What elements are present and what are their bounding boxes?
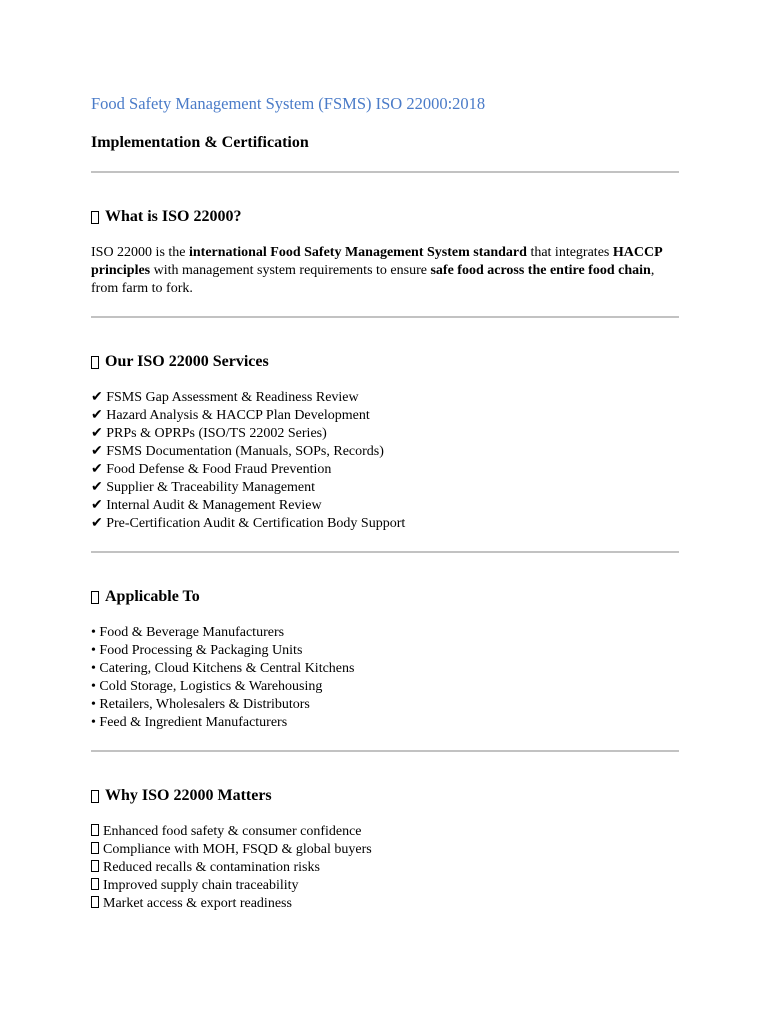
list-item: • Food & Beverage Manufacturers — [91, 625, 285, 640]
section-heading-services-label: Our ISO 22000 Services — [105, 353, 269, 370]
applicable-list — [91, 624, 679, 732]
section-divider — [91, 171, 679, 173]
document-content — [91, 92, 679, 913]
list-item: ✔ PRPs & OPRPs (ISO/TS 22002 Series) — [91, 426, 327, 441]
section-heading-services — [91, 351, 679, 373]
list-item-label: Compliance with MOH, FSQD & global buyers — [103, 842, 372, 857]
list-item: ✔ Pre-Certification Audit & Certification Body Support — [91, 516, 406, 531]
list-item: • Feed & Ingredient Manufacturers — [91, 715, 288, 730]
why-list — [91, 823, 679, 913]
list-item-label: Improved supply chain traceability — [103, 878, 299, 893]
what-paragraph — [91, 244, 679, 298]
section-divider — [91, 316, 679, 318]
what-bold-2: HACCP principles — [91, 245, 662, 278]
section-divider — [91, 750, 679, 752]
missing-glyph-icon — [91, 860, 99, 872]
list-item: ✔ Food Defense & Food Fraud Prevention — [91, 462, 332, 477]
list-item-label: Market access & export readiness — [103, 896, 292, 911]
list-item — [91, 841, 679, 859]
list-item: • Catering, Cloud Kitchens & Central Kitchens — [91, 661, 355, 676]
what-text-3: with management system requirements to ensure — [150, 263, 431, 278]
list-item-label: Reduced recalls & contamination risks — [103, 860, 320, 875]
what-bold-3: safe food across the entire food chain — [430, 263, 651, 278]
document-subtitle: Implementation & Certification — [91, 134, 309, 151]
list-item-label: Enhanced food safety & consumer confidence — [103, 824, 362, 839]
missing-glyph-icon — [91, 790, 99, 803]
section-heading-applicable — [91, 586, 679, 608]
missing-glyph-icon — [91, 878, 99, 890]
section-heading-what-label: What is ISO 22000? — [105, 208, 242, 225]
list-item: • Food Processing & Packaging Units — [91, 643, 303, 658]
list-item: ✔ FSMS Documentation (Manuals, SOPs, Records) — [91, 444, 384, 459]
missing-glyph-icon — [91, 824, 99, 836]
list-item: ✔ FSMS Gap Assessment & Readiness Review — [91, 390, 359, 405]
services-list — [91, 389, 679, 533]
section-heading-applicable-label: Applicable To — [105, 588, 200, 605]
list-item — [91, 823, 679, 841]
missing-glyph-icon — [91, 591, 99, 604]
list-item: ✔ Supplier & Traceability Management — [91, 480, 316, 495]
what-bold-1: international Food Safety Management System standard — [189, 245, 527, 260]
missing-glyph-icon — [91, 896, 99, 908]
section-divider — [91, 551, 679, 553]
what-text-1: ISO 22000 is the — [91, 245, 189, 260]
list-item: ✔ Hazard Analysis & HACCP Plan Development — [91, 408, 370, 423]
what-text-4: , from farm to fork. — [91, 263, 655, 296]
section-heading-what — [91, 206, 679, 228]
list-item — [91, 895, 679, 913]
what-text-2: that integrates — [526, 245, 613, 260]
list-item: ✔ Internal Audit & Management Review — [91, 498, 322, 513]
list-item: • Cold Storage, Logistics & Warehousing — [91, 679, 323, 694]
document-title: Food Safety Management System (FSMS) ISO 22000:2018 — [91, 94, 486, 113]
list-item — [91, 859, 679, 877]
section-heading-why — [91, 785, 679, 807]
list-item — [91, 877, 679, 895]
section-heading-why-label: Why ISO 22000 Matters — [105, 787, 272, 804]
missing-glyph-icon — [91, 842, 99, 854]
missing-glyph-icon — [91, 211, 99, 224]
list-item: • Retailers, Wholesalers & Distributors — [91, 697, 310, 712]
missing-glyph-icon — [91, 356, 99, 369]
